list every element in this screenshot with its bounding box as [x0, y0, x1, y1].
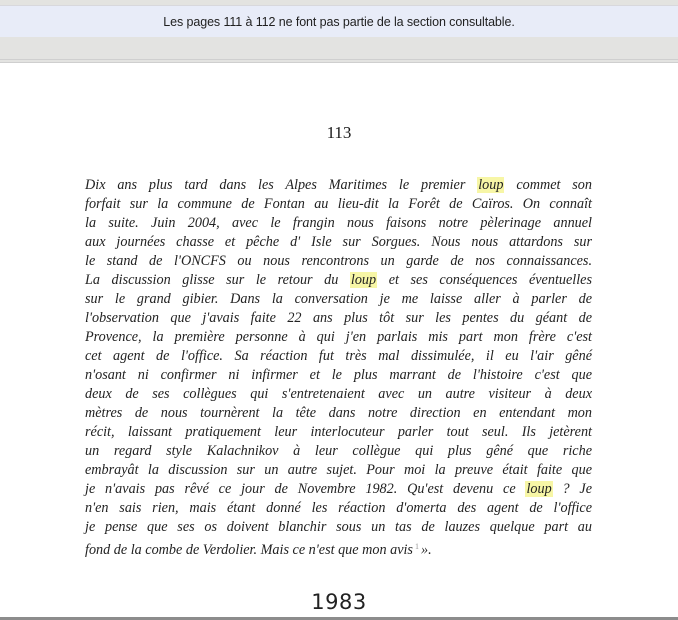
- page-number: 113: [326, 123, 352, 142]
- text-line: le stand de l'ONCFS ou nous rencontrons un garde de nos connaissances.: [85, 253, 592, 269]
- page-body-text: [85, 176, 592, 560]
- text-line-last: fond de la combe de Verdolier. Mais ce n'est que mon avis $^1$ ».: [85, 542, 432, 558]
- text-line: je pense que ses os doivent blanchir sous un tas de lauzes quelque part au: [85, 519, 592, 535]
- text-line: l'observation que j'avais faite 22 ans plus tôt sur les pentes du géant de: [85, 310, 592, 326]
- text-line: embrayât la discussion sur un autre sujet. Pour moi la preuve était faite que: [85, 462, 592, 478]
- search-highlight: loup: [478, 177, 504, 193]
- text-line: mètres de nous tournèrent la tête dans notre direction en entendant mon: [85, 405, 592, 421]
- search-highlight: loup: [350, 272, 377, 288]
- notice-text: Les pages 111 à 112 ne font pas partie de la section consultable.: [163, 14, 515, 29]
- text-line: aux journées chasse et pêche d' Isle sur Sorgues. Nous nous attardons sur: [85, 234, 592, 250]
- book-page: [0, 63, 678, 615]
- search-highlight: loup: [526, 481, 552, 497]
- text-line: n'en sais rien, mais étant donné les réaction d'omerta des agent de l'office: [85, 500, 592, 516]
- text-line: un regard style Kalachnikov à leur collègue qui plus gêné que riche: [85, 443, 592, 459]
- page-gap: [0, 37, 678, 59]
- footnote-marker[interactable]: 1: [414, 542, 419, 551]
- text-line: la suite. Juin 2004, avec le frangin nous faisons notre pèlerinage annuel: [85, 215, 592, 231]
- text-line: forfait sur la commune de Fontan au lieu-dit la Forêt de Caïros. On connaît: [85, 196, 592, 212]
- text-line: récit, laissant pratiquement leur interlocuteur parler tout seul. Ils jetèrent: [85, 424, 592, 440]
- text-line: Dix ans plus tard dans les Alpes Maritimes le premier loup commet son: [85, 177, 592, 193]
- text-line: La discussion glisse sur le retour du loup et ses conséquences éventuelles: [85, 272, 592, 288]
- text-line: sur le grand gibier. Dans la conversation je me laisse aller à parler de: [85, 291, 592, 307]
- next-page-heading: 1983: [311, 590, 367, 614]
- text-line: n'osant ni confirmer ni infirmer et le plus marrant de l'histoire c'est que: [85, 367, 592, 383]
- text-line: cet agent de l'office. Sa réaction fut très mal dissimulée, il eu l'air gêné: [85, 348, 592, 364]
- notice-banner: [0, 6, 678, 37]
- text-line: deux de ses collègues qui s'entretenaient avec un autre visiteur à deux: [85, 386, 592, 402]
- text-line: Provence, la première personne à qui j'en parlais mis part mon frère c'est: [85, 329, 592, 345]
- text-line: je n'avais pas rêvé ce jour de Novembre 1982. Qu'est devenu ce loup ? Je: [85, 481, 592, 497]
